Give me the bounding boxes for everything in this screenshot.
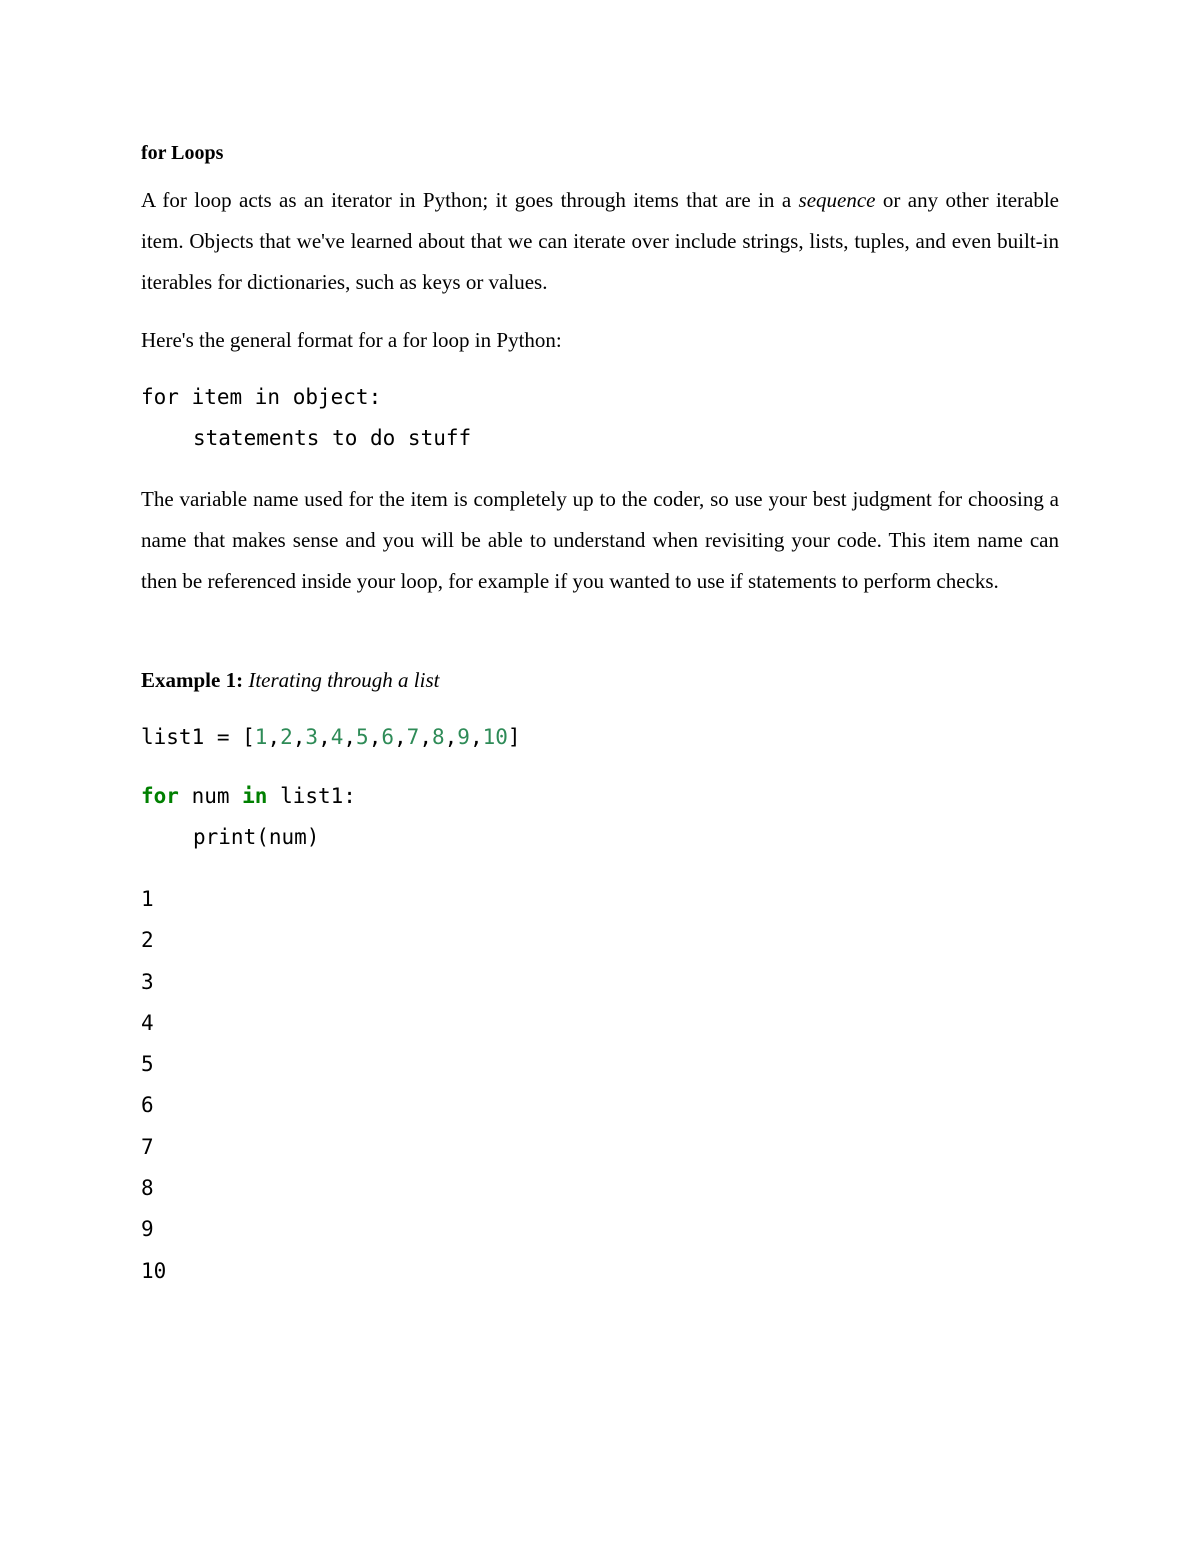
intro-text-2: or any other iterable item. Objects that we've learned about that we can iterate over include strings, lists, tuples, and even built-in iterables for dictionaries, such as keys or values. xyxy=(141,188,1060,294)
loop-variable: num xyxy=(178,784,243,808)
example-1-for-line xyxy=(141,776,356,817)
explanation-paragraph: The variable name used for the item is completely up to the coder, so use your best judgment for choosing a name that makes sense and you will be able to understand when revisiting your code. This item name can then be referenced inside your loop, for example if you wanted to use if statements to perform checks. xyxy=(141,487,1059,593)
example-1-label: Example 1: xyxy=(141,668,244,692)
output-line: 2 xyxy=(141,928,154,953)
keyword-for: for xyxy=(141,784,179,808)
list-value: 1 xyxy=(254,725,268,749)
general-code-line-1: for item in object: xyxy=(141,385,382,409)
loop-target: list1: xyxy=(267,784,356,808)
intro-text-1: A for loop acts as an iterator in Python; it goes through items that are in a xyxy=(141,188,799,212)
assignment-suffix: ] xyxy=(507,725,521,749)
list-value: 5 xyxy=(356,725,369,749)
intro-paragraph xyxy=(141,180,1059,303)
output-line: 9 xyxy=(141,1217,154,1242)
list-values: 1,2,3,4,5,6,7,8,9,10 xyxy=(254,725,508,749)
output-line: 6 xyxy=(141,1093,154,1118)
list-value: 2 xyxy=(280,725,293,749)
general-format-paragraph: Here's the general format for a for loop in Python: xyxy=(141,328,562,352)
output-line: 5 xyxy=(141,1052,154,1077)
list-value: 10 xyxy=(482,725,508,749)
output-line: 1 xyxy=(141,887,154,911)
list-value: 9 xyxy=(457,725,470,749)
list-value: 3 xyxy=(305,725,319,749)
assignment-prefix: list1 = [ xyxy=(141,725,255,749)
output-line: 7 xyxy=(141,1134,154,1159)
output-line: 4 xyxy=(141,1010,154,1035)
output-line: 8 xyxy=(141,1176,154,1201)
general-code-line-2: statements to do stuff xyxy=(193,426,472,450)
list-value: 7 xyxy=(406,725,420,749)
example-1-loop-body: print(num) xyxy=(193,825,320,849)
section-heading: for Loops xyxy=(141,142,224,164)
example-1-heading xyxy=(141,660,1059,701)
list-value: 4 xyxy=(330,725,344,749)
list-value: 8 xyxy=(431,725,445,749)
example-1-output xyxy=(141,879,166,1292)
list-value: 6 xyxy=(381,725,395,749)
keyword-in: in xyxy=(242,784,268,808)
output-line: 10 xyxy=(141,1258,167,1283)
output-line: 3 xyxy=(141,969,154,994)
example-1-list-assignment xyxy=(141,717,521,758)
intro-italic-term: sequence xyxy=(798,188,876,212)
example-1-title: Iterating through a list xyxy=(248,668,440,692)
